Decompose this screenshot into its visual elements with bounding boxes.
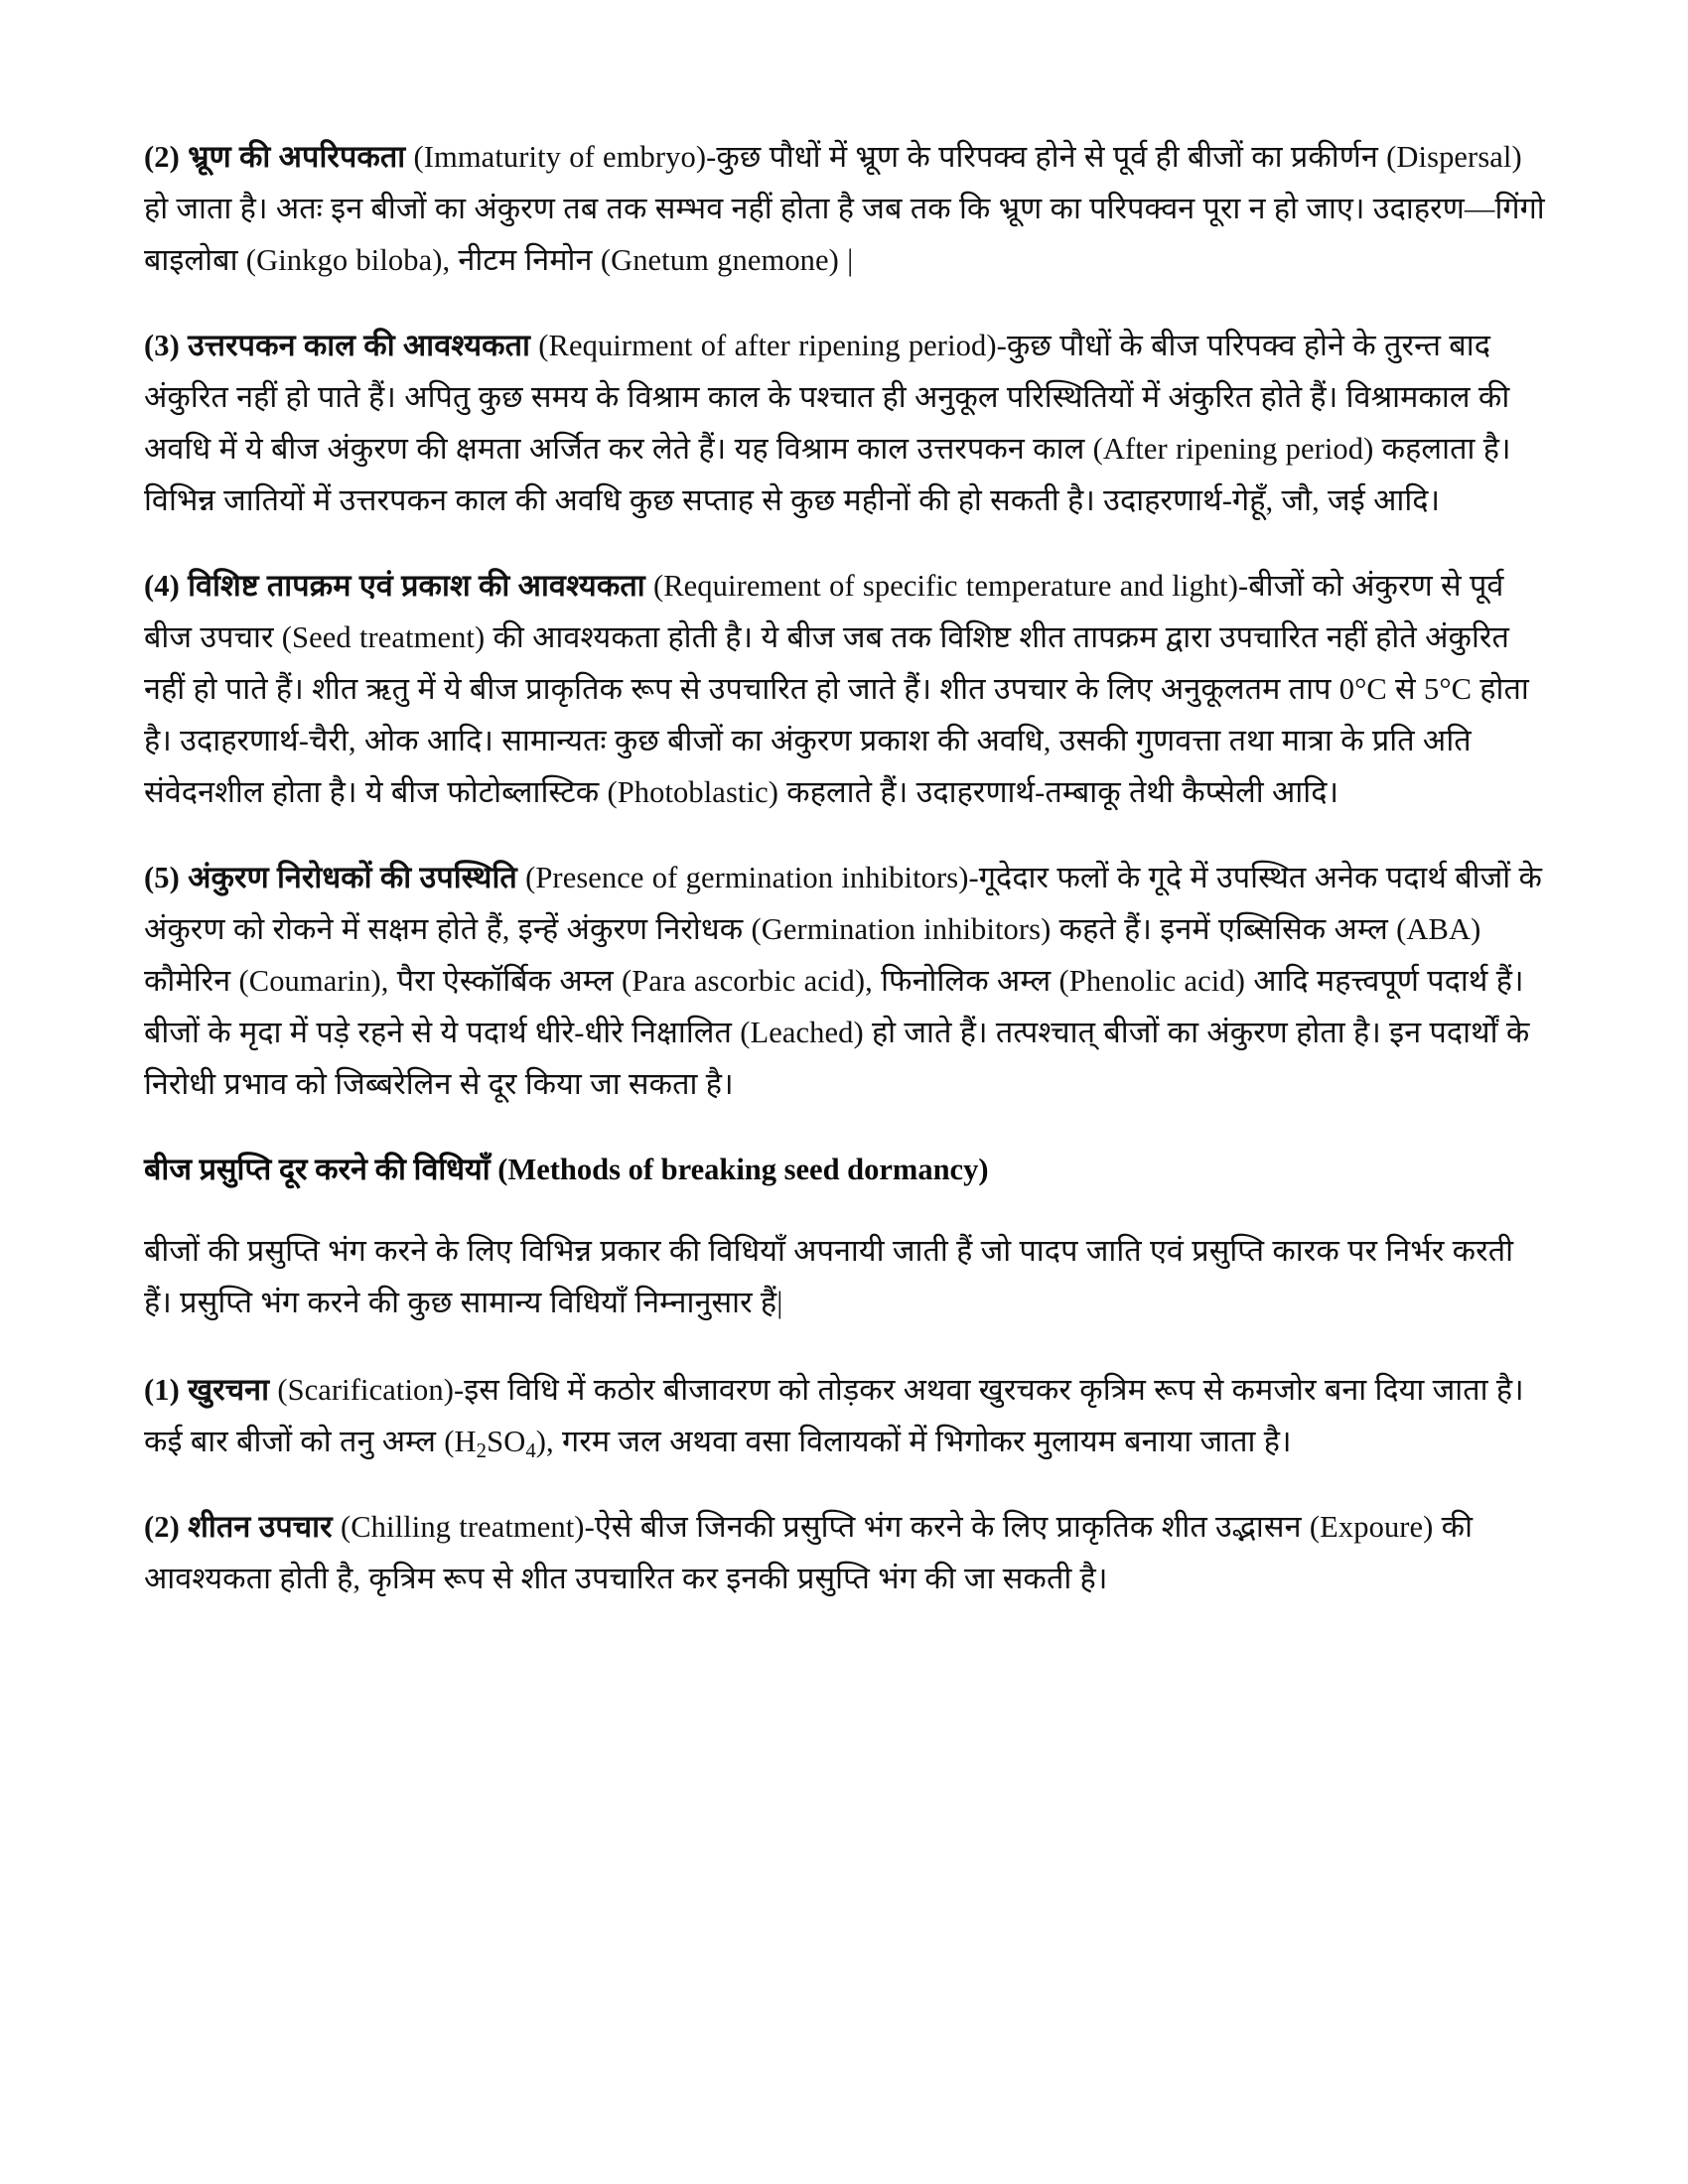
paragraph-lead-label: (4) विशिष्ट तापक्रम एवं प्रकाश की आवश्यकता [144,569,645,603]
paragraph-body-text: (Immaturity of embryo)-कुछ पौधों में भ्रूण के परिपक्व होने से पूर्व ही बीजों का प्रकीर्णन (Dispersal) हो जाता है। अतः इन बीजों का अंकुरण तब तक सम्भव नहीं होता है जब तक कि भ्रूण का परिपक्वन पूरा न हो जाए। उदाहरण—गिंगो बाइलोबा (Ginkgo biloba), नीटम निमोन (Gnetum gnemone) | [144,140,1545,277]
paragraph-germination-inhibitors [144,852,1549,1110]
paragraph-body-text: (Chilling treatment)-ऐसे बीज जिनकी प्रसुप्ति भंग करने के लिए प्राकृतिक शीत उद्भासन (Expoure) की आवश्यकता होती है, कृत्रिम रूप से शीत उपचारित कर इनकी प्रसुप्ति भंग की जा सकती है। [144,1510,1474,1595]
section-heading-methods-of-breaking-seed-dormancy [144,1144,1549,1195]
section-heading-hindi: बीज प्रसुप्ति दूर करने की विधियाँ [144,1153,498,1186]
formula-subscript-two: 2 [476,1439,488,1462]
paragraph-lead-label: (5) अंकुरण निरोधकों की उपस्थिति [144,861,517,894]
paragraph-after-ripening-period [144,320,1549,526]
paragraph-lead-label: (1) खुरचना [144,1373,270,1407]
paragraph-method-chilling-treatment [144,1501,1549,1604]
section-intro-paragraph: बीजों की प्रसुप्ति भंग करने के लिए विभिन्न प्रकार की विधियाँ अपनायी जाती हैं जो पादप जाति एवं प्रसुप्ति कारक पर निर्भर करती हैं। प्रसुप्ति भंग करने की कुछ सामान्य विधियाँ निम्नानुसार हैं| [144,1234,1514,1319]
paragraph-lead-label: (2) शीतन उपचार [144,1510,333,1544]
paragraph-method-scarification [144,1364,1549,1467]
paragraph-body-text: (Requirement of specific temperature and light)-बीजों को अंकुरण से पूर्व बीज उपचार (Seed treatment) की आवश्यकता होती है। ये बीज जब तक विशिष्ट शीत तापक्रम द्वारा उपचारित नहीं होते अंकुरित नहीं हो पाते हैं। शीत ऋतु में ये बीज प्राकृतिक रूप से उपचारित हो जाते हैं। शीत उपचार के लिए अनुकूलतम ताप 0°C से 5°C होता है। उदाहरणार्थ-चैरी, ओक आदि। सामान्यतः कुछ बीजों का अंकुरण प्रकाश की अवधि, उसकी गुणवत्ता तथा मात्रा के प्रति अति संवेदनशील होता है। ये बीज फोटोब्लास्टिक (Photoblastic) कहलाते हैं। उदाहरणार्थ-तम्बाकू तेथी कैप्सेली आदि। [144,569,1529,809]
paragraph-lead-label: (3) उत्तरपकन काल की आवश्यकता [144,329,531,362]
paragraph-specific-temperature-and-light [144,560,1549,818]
paragraph-lead-label: (2) भ्रूण की अपरिपकता [144,140,406,174]
paragraph-body-text-continued: ), गरम जल अथवा वसा विलायकों में भिगोकर मुलायम बनाया जाता है। [535,1425,1292,1458]
section-heading-english: (Methods of breaking seed dormancy) [497,1153,989,1186]
paragraph-body-text: (Requirment of after ripening period)-कुछ पौधों के बीज परिपक्व होने के तुरन्त बाद अंकुरित नहीं हो पाते हैं। अपितु कुछ समय के विश्राम काल के पश्चात ही अनुकूल परिस्थितियों में अंकुरित होते हैं। विश्रामकाल की अवधि में ये बीज अंकुरण की क्षमता अर्जित कर लेते हैं। यह विश्राम काल उत्तरपकन काल (After ripening period) कहलाता है। विभिन्न जातियों में उत्तरपकन काल की अवधि कुछ सप्ताह से कुछ महीनों की हो सकती है। उदाहरणार्थ-गेहूँ, जौ, जई आदि। [144,329,1511,517]
paragraph-immaturity-of-embryo [144,131,1549,286]
paragraph-body-text: (Presence of germination inhibitors)-गूदेदार फलों के गूदे में उपस्थित अनेक पदार्थ बीजों के अंकुरण को रोकने में सक्षम होते हैं, इन्हें अंकुरण निरोधक (Germination inhibitors) कहते हैं। इनमें एब्सिसिक अम्ल (ABA) कौमेरिन (Coumarin), पैरा ऐस्कॉर्बिक अम्ल (Para ascorbic acid), फिनोलिक अम्ल (Phenolic acid) आदि महत्त्वपूर्ण पदार्थ हैं। बीजों के मृदा में पड़े रहने से ये पदार्थ धीरे-धीरे निक्षालित (Leached) हो जाते हैं। तत्पश्चात् बीजों का अंकुरण होता है। इन पदार्थों के निरोधी प्रभाव को जिब्बरेलिन से दूर किया जा सकता है। [144,861,1543,1101]
paragraph-body-text: (Scarification)-इस विधि में कठोर बीजावरण को तोड़कर अथवा खुरचकर कृत्रिम रूप से कमजोर बना दिया जाता है। कई बार बीजों को तनु अम्ल (H [144,1373,1524,1458]
formula-sulfate-group: SO [487,1425,526,1458]
formula-subscript-four: 4 [525,1439,536,1462]
